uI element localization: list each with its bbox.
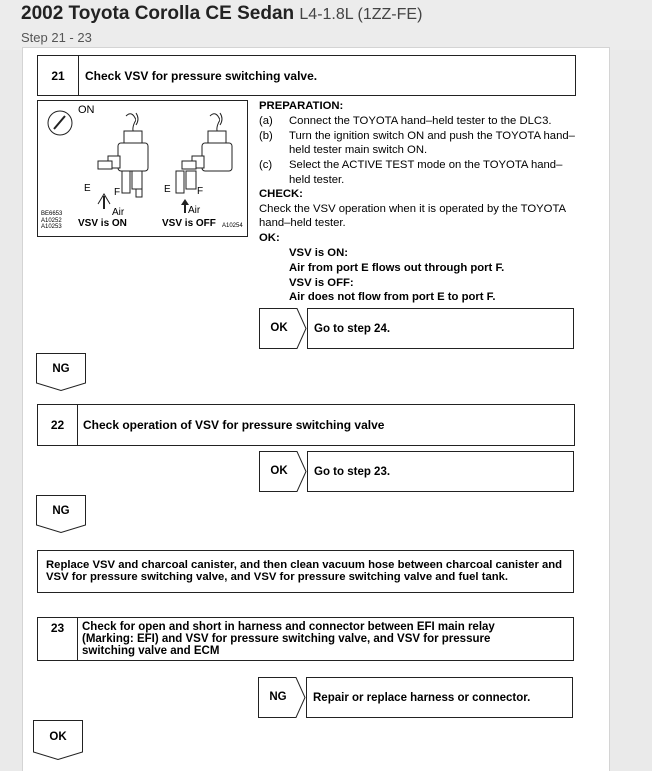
prep-text: Select the ACTIVE TEST mode on the TOYOTA hand– xyxy=(289,159,563,171)
check-text: Check the VSV operation when it is operated by the TOYOTA xyxy=(259,203,567,215)
step-title: Check operation of VSV for pressure switching valve xyxy=(83,418,385,432)
step-number: 21 xyxy=(38,56,79,95)
figure-code: A10254 xyxy=(222,223,243,229)
step-22-ok-branch xyxy=(259,451,574,493)
prep-text: Turn the ignition switch ON and push the TOYOTA hand– xyxy=(289,130,575,142)
step-23-ok xyxy=(33,720,83,760)
ng-label: NG xyxy=(269,691,287,703)
prep-label: (b) xyxy=(259,130,273,142)
step-23-header xyxy=(37,617,574,661)
ng-label: NG xyxy=(52,363,70,375)
step-title: switching valve and ECM xyxy=(82,645,220,657)
vsv-diagram xyxy=(38,101,247,236)
step-22-ng xyxy=(36,495,86,533)
ng-label: NG xyxy=(52,505,70,517)
prep-text: Connect the TOYOTA hand–held tester to the DLC3. xyxy=(289,115,552,127)
ok-condition: Air does not flow from port E to port F. xyxy=(289,291,496,303)
vsv-figure xyxy=(37,100,248,237)
ok-label: OK xyxy=(49,731,67,743)
ok-condition: VSV is ON: xyxy=(289,247,349,259)
port-e-label: E xyxy=(84,183,91,194)
step-21-ok-branch xyxy=(259,308,574,350)
vsv-off-caption: VSV is OFF xyxy=(162,218,216,229)
prep-label: (a) xyxy=(259,115,273,127)
vsv-on-caption: VSV is ON xyxy=(78,218,127,229)
step-22-header xyxy=(37,404,575,446)
ok-label: OK xyxy=(270,465,288,477)
port-e-label: E xyxy=(164,184,171,195)
ok-heading: OK: xyxy=(259,232,280,244)
step-range: Step 21 - 23 xyxy=(21,30,92,45)
port-f-label: F xyxy=(197,186,204,197)
step-21-header xyxy=(37,55,576,96)
replace-text: VSV for pressure switching valve, and VSV for pressure switching valve and fuel tank. xyxy=(46,571,509,583)
check-text: hand–held tester. xyxy=(259,217,346,229)
step-number: 23 xyxy=(38,618,78,660)
replace-text: Replace VSV and charcoal canister, and then clean vacuum hose between charcoal canister and xyxy=(46,559,563,571)
prep-text: held tester. xyxy=(289,174,345,186)
ok-label: OK xyxy=(270,322,288,334)
prep-text: held tester main switch ON. xyxy=(289,144,428,156)
step-title: Check VSV for pressure switching valve. xyxy=(85,69,318,83)
replace-instruction xyxy=(37,550,574,593)
ok-result: Go to step 23. xyxy=(307,451,574,492)
preparation-heading: PREPARATION: xyxy=(259,100,344,112)
prep-label: (c) xyxy=(259,159,273,171)
check-heading: CHECK: xyxy=(259,188,303,200)
figure-codes: BE6653 A10252 A10253 xyxy=(41,211,63,231)
port-f-label: F xyxy=(114,187,121,198)
step-23-ng-branch xyxy=(258,677,573,719)
air-label: Air xyxy=(188,205,201,216)
ok-result: Go to step 24. xyxy=(307,308,574,349)
on-label: ON xyxy=(78,104,95,116)
ok-condition: VSV is OFF: xyxy=(289,277,354,289)
ok-condition: Air from port E flows out through port F. xyxy=(289,262,505,274)
air-label: Air xyxy=(112,207,125,218)
ng-result: Repair or replace harness or connector. xyxy=(306,677,573,718)
step-title: Check for open and short in harness and connector between EFI main relay xyxy=(82,621,495,633)
step-21-ng xyxy=(36,353,86,391)
page-title: 2002 Toyota Corolla CE Sedan L4-1.8L (1ZZ-FE) xyxy=(21,3,423,24)
page-header xyxy=(0,0,652,50)
step-title: (Marking: EFI) and VSV for pressure switching valve, and VSV for pressure xyxy=(82,633,491,645)
step-number: 22 xyxy=(38,405,78,445)
